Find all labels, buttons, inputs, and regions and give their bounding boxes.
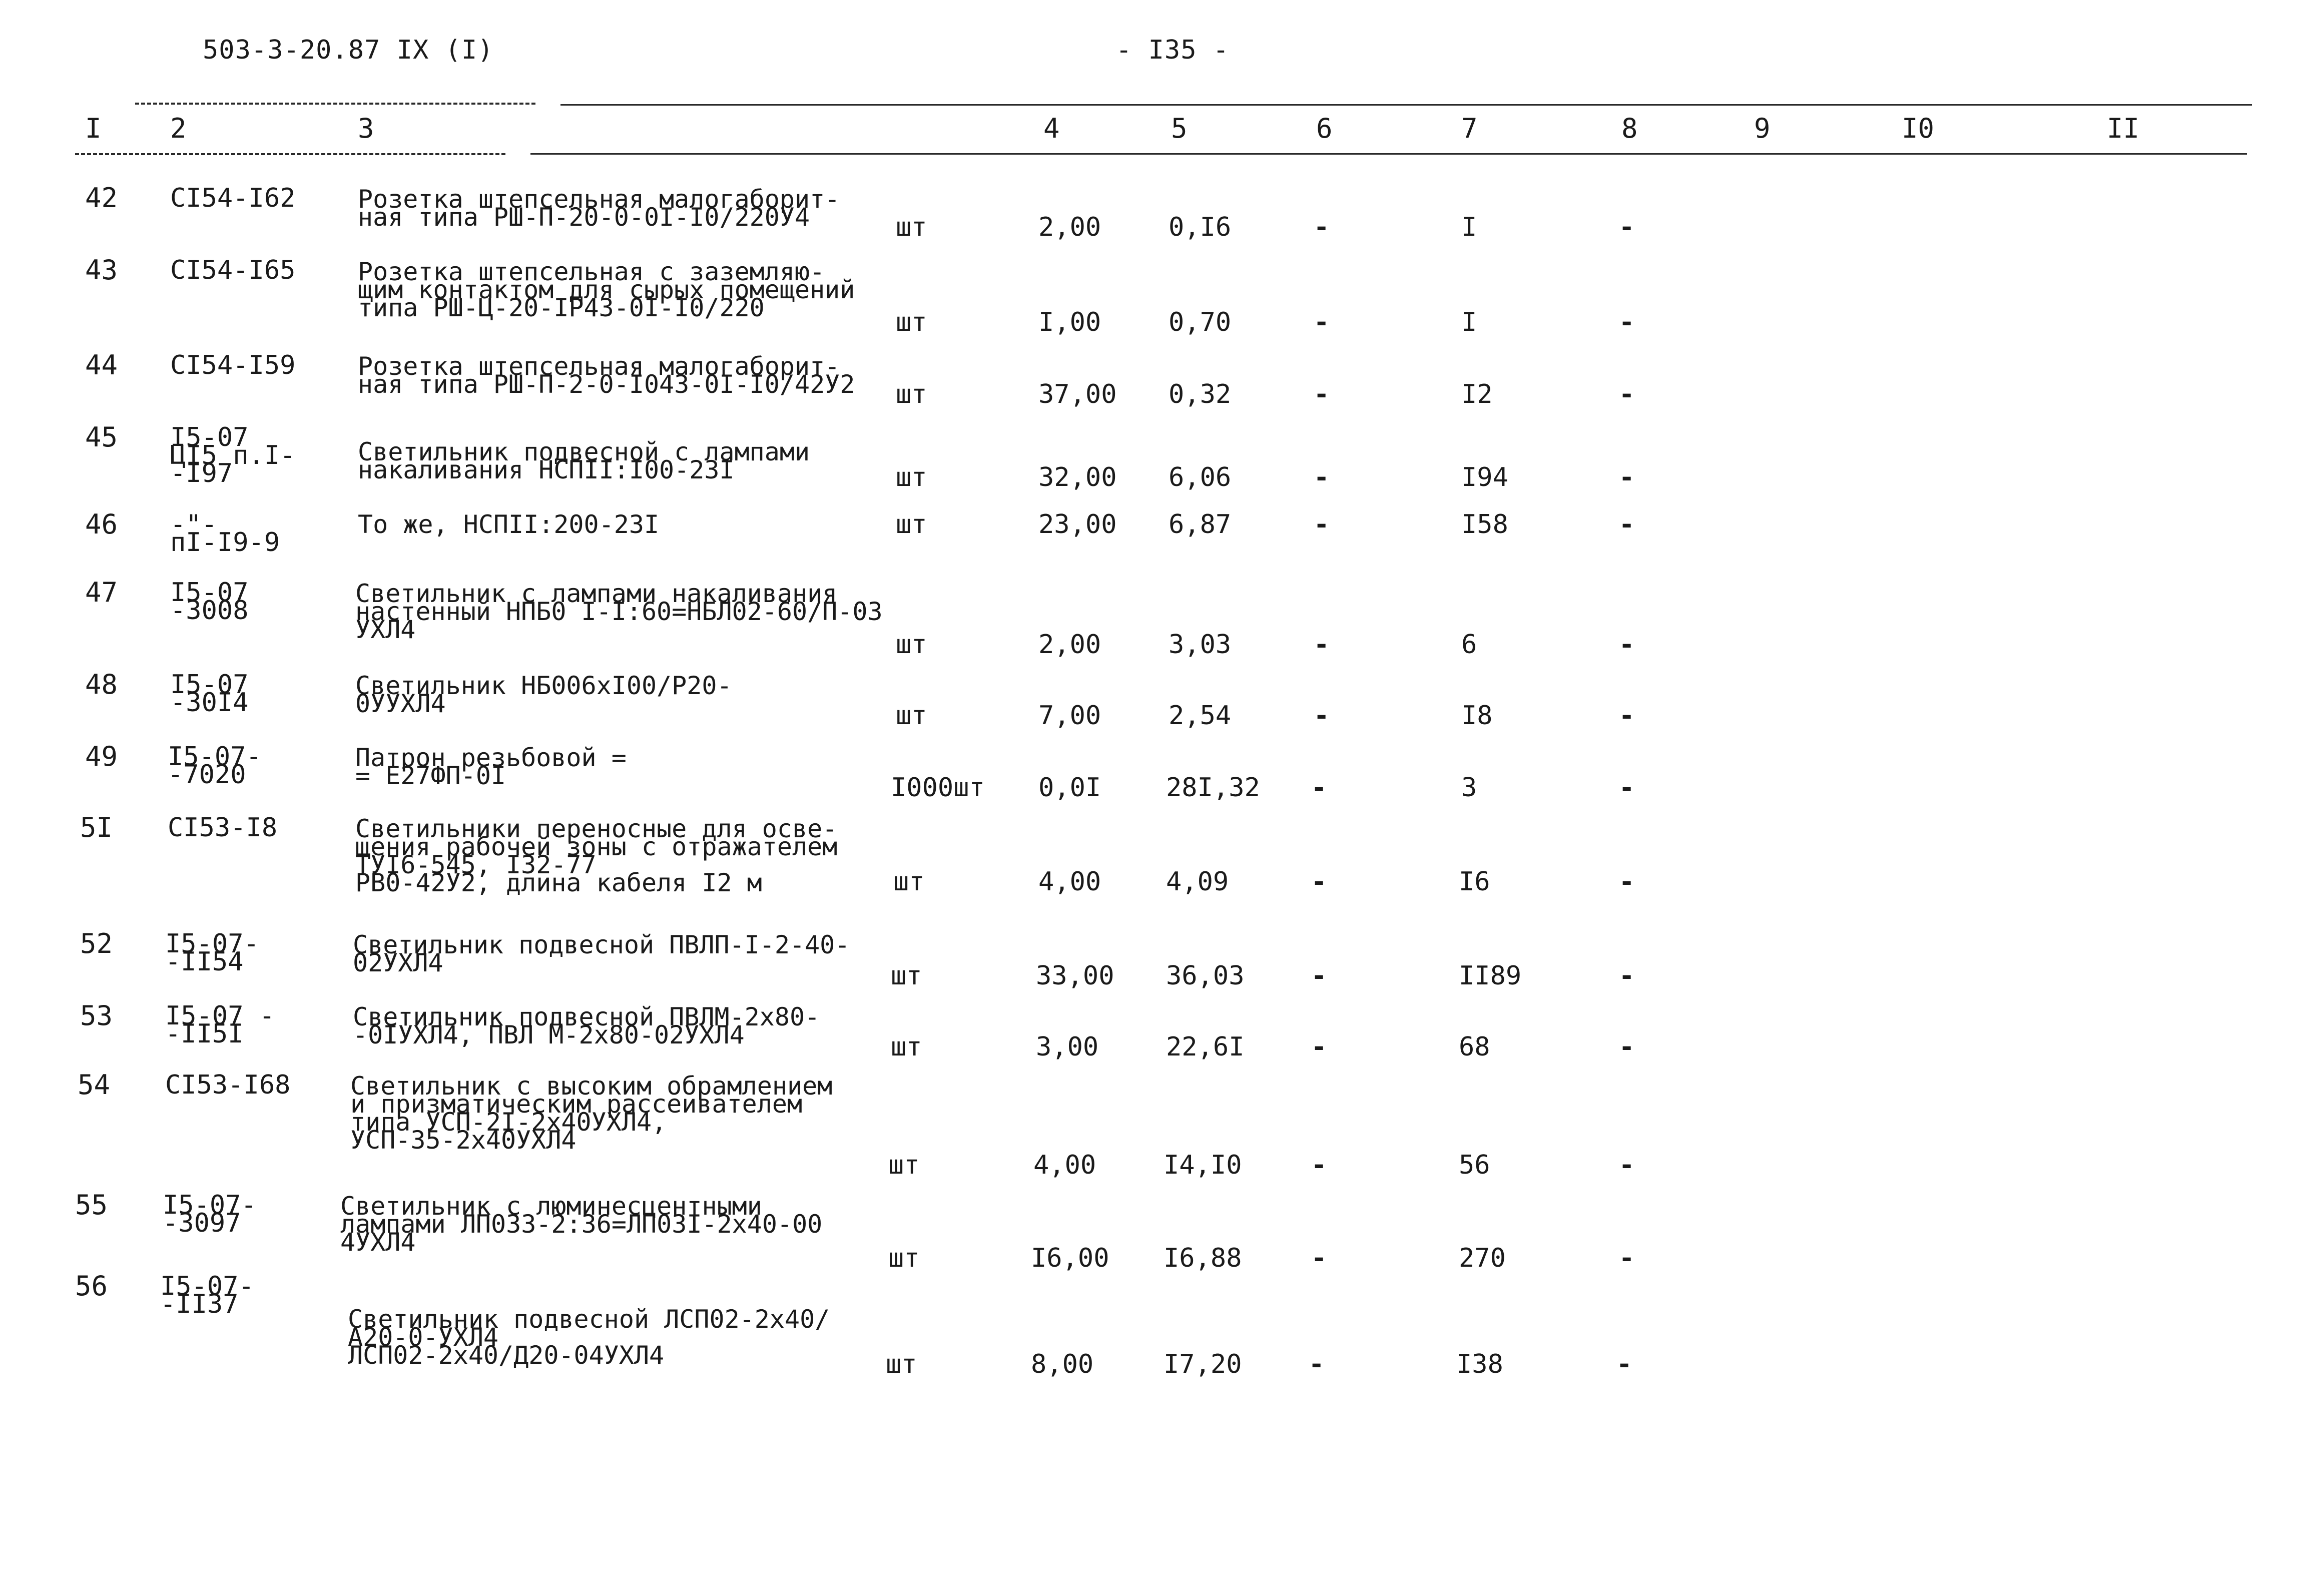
document-code: 503-3-20.87 IX (I): [203, 35, 494, 65]
row-col6: -: [1311, 1243, 1327, 1273]
row-col6: -: [1311, 773, 1327, 803]
column-header-8: 8: [1621, 113, 1638, 144]
row-number: 43: [85, 254, 118, 286]
row-number: 47: [85, 577, 118, 608]
row-col8: -: [1619, 630, 1635, 660]
row-col5: 6,06: [1169, 462, 1232, 492]
row-description: Розетка штепсельная малогаборит- ная типа РШ-П-2-0-I043-0I-I0/42У2: [358, 352, 855, 399]
row-description: Светильник подвесной с лампами накаливания НСПII:I00-23I: [358, 437, 810, 484]
row-code: CI54-I62: [170, 183, 296, 213]
column-header-3: 3: [358, 113, 374, 144]
row-col8: -: [1619, 462, 1635, 492]
row-col7: I2: [1461, 379, 1493, 409]
row-number: 45: [85, 421, 118, 453]
row-col8: -: [1619, 773, 1635, 803]
row-col5: I6,88: [1164, 1243, 1242, 1273]
row-col4: 0,0I: [1038, 773, 1101, 803]
row-col7: 270: [1459, 1243, 1506, 1273]
row-description: Светильник подвесной ПВЛМ-2х80- -0IУХЛ4, ПВЛ М-2х80-02УХЛ4: [353, 1002, 820, 1049]
row-col7: II89: [1459, 961, 1522, 991]
row-code: I5-07- -3097: [163, 1190, 257, 1238]
row-description: Светильник с люминесцентными лампами ЛП033-2:36=ЛП03I-2х40-00 4УХЛ4: [340, 1192, 823, 1257]
row-code: I5-07- -II54: [165, 929, 259, 977]
column-header-1: I: [85, 113, 102, 144]
row-code: CI54-I59: [170, 350, 296, 380]
row-col4: 4,00: [1038, 867, 1101, 897]
row-col5: 0,32: [1169, 379, 1232, 409]
row-unit: шт: [888, 1243, 920, 1273]
row-unit: шт: [891, 961, 922, 991]
row-col7: I6: [1459, 867, 1490, 897]
row-col6: -: [1311, 1032, 1327, 1062]
column-header-11: II: [2107, 113, 2140, 144]
row-code: I5-07 ЦI5 п.I- -I97: [170, 422, 296, 488]
row-description: То же, НСПII:200-23I: [358, 510, 660, 539]
column-header-5: 5: [1171, 113, 1188, 144]
row-number: 5I: [80, 812, 113, 843]
row-col6: -: [1314, 462, 1330, 492]
row-col5: 0,I6: [1169, 212, 1232, 242]
row-col7: 56: [1459, 1150, 1490, 1180]
row-unit: шт: [893, 867, 925, 897]
row-col6: -: [1314, 509, 1330, 540]
row-code: I5-07- -7020: [168, 742, 262, 790]
row-col8: -: [1619, 867, 1635, 897]
row-col4: 37,00: [1038, 379, 1117, 409]
row-number: 48: [85, 669, 118, 700]
row-unit: шт: [896, 630, 927, 660]
page-number: - I35 -: [1116, 35, 1230, 65]
row-col8: -: [1619, 1150, 1635, 1180]
row-unit: шт: [896, 379, 927, 409]
row-col4: 32,00: [1038, 462, 1117, 492]
row-col6: -: [1311, 1150, 1327, 1180]
row-number: 52: [80, 928, 113, 959]
header-rule-top-left: [135, 103, 535, 105]
column-header-6: 6: [1316, 113, 1333, 144]
row-col7: 68: [1459, 1032, 1490, 1062]
header-rule-bottom-right: [530, 153, 2247, 155]
row-description: Светильник подвесной ЛСП02-2х40/ А20-0-УХЛ4 ЛСП02-2х40/Д20-04УХЛ4: [348, 1305, 830, 1370]
row-col6: -: [1311, 961, 1327, 991]
row-col7: I94: [1461, 462, 1508, 492]
row-col5: 36,03: [1166, 961, 1245, 991]
row-description: Розетка штепсельная малогаборит- ная типа РШ-П-20-0-0I-I0/220У4: [358, 185, 840, 232]
row-col4: 4,00: [1033, 1150, 1096, 1180]
column-header-10: I0: [1902, 113, 1935, 144]
row-col4: I6,00: [1031, 1243, 1109, 1273]
row-unit: шт: [896, 462, 927, 492]
row-code: CI53-I8: [168, 813, 278, 843]
row-description: Светильники переносные для осве- щения рабочей зоны с отражателем ТУI6-545, I32-77 РВ0-42У2, длина кабеля I2 м: [355, 814, 838, 897]
row-code: I5-07- -II37: [160, 1271, 254, 1319]
row-col4: 7,00: [1038, 701, 1101, 731]
row-number: 46: [85, 508, 118, 540]
row-description: Светильник с высоким обрамлением и призматическим рассеивателем типа УСП-2I-2х40УХЛ4, УСП-35-2х40УХЛ4: [350, 1072, 833, 1155]
row-col6: -: [1314, 379, 1330, 409]
row-col7: I8: [1461, 701, 1493, 731]
row-unit: шт: [888, 1150, 920, 1180]
row-col5: 6,87: [1169, 509, 1232, 540]
row-number: 54: [78, 1069, 111, 1101]
row-col8: -: [1619, 1243, 1635, 1273]
row-col5: 2,54: [1169, 701, 1232, 731]
row-unit: шт: [891, 1032, 922, 1062]
row-col4: I,00: [1038, 307, 1101, 337]
row-col8: -: [1616, 1349, 1632, 1379]
row-col6: -: [1314, 630, 1330, 660]
row-number: 49: [85, 741, 118, 772]
row-description: Патрон резьбовой = = Е27ФП-0I: [355, 743, 627, 790]
row-col6: -: [1314, 212, 1330, 242]
row-col7: 3: [1461, 773, 1477, 803]
row-col4: 33,00: [1036, 961, 1114, 991]
row-unit: шт: [886, 1349, 917, 1379]
row-col5: 0,70: [1169, 307, 1232, 337]
row-description: Светильник с лампами накаливания настенный НПБ0 I-I:60=НБЛ02-60/П-03 УХЛ4: [355, 579, 883, 644]
row-col6: -: [1314, 307, 1330, 337]
row-col8: -: [1619, 961, 1635, 991]
row-col4: 8,00: [1031, 1349, 1094, 1379]
row-col7: I58: [1461, 509, 1508, 540]
row-col7: 6: [1461, 630, 1477, 660]
row-number: 42: [85, 182, 118, 214]
row-number: 53: [80, 1000, 113, 1031]
row-col4: 2,00: [1038, 630, 1101, 660]
row-col6: -: [1311, 867, 1327, 897]
row-number: 56: [75, 1270, 108, 1302]
row-col6: -: [1314, 701, 1330, 731]
row-number: 55: [75, 1189, 108, 1221]
column-header-2: 2: [170, 113, 187, 144]
column-header-4: 4: [1043, 113, 1060, 144]
row-col7: I: [1461, 212, 1477, 242]
row-code: I5-07 -30I4: [170, 670, 249, 718]
row-col4: 23,00: [1038, 509, 1117, 540]
row-col8: -: [1619, 509, 1635, 540]
row-code: I5-07 -3008: [170, 578, 249, 626]
row-col8: -: [1619, 701, 1635, 731]
row-col5: I7,20: [1164, 1349, 1242, 1379]
column-header-9: 9: [1754, 113, 1771, 144]
row-unit: шт: [896, 509, 927, 540]
column-header-7: 7: [1461, 113, 1478, 144]
row-description: Светильник НБ006хI00/Р20- 0УУХЛ4: [355, 671, 732, 718]
header-rule-top-right: [560, 104, 2252, 106]
row-col6: -: [1309, 1349, 1325, 1379]
row-code: -"- пI-I9-9: [170, 509, 280, 558]
row-col5: I4,I0: [1164, 1150, 1242, 1180]
row-col8: -: [1619, 1032, 1635, 1062]
row-code: I5-07 - -II5I: [165, 1001, 275, 1049]
row-col5: 22,6I: [1166, 1032, 1245, 1062]
header-rule-bottom-left: [75, 153, 505, 155]
row-col8: -: [1619, 212, 1635, 242]
row-code: CI53-I68: [165, 1070, 291, 1100]
row-col4: 3,00: [1036, 1032, 1099, 1062]
row-col8: -: [1619, 307, 1635, 337]
row-col8: -: [1619, 379, 1635, 409]
row-number: 44: [85, 349, 118, 381]
row-col4: 2,00: [1038, 212, 1101, 242]
row-col5: 3,03: [1169, 630, 1232, 660]
row-code: CI54-I65: [170, 255, 296, 285]
row-col5: 4,09: [1166, 867, 1229, 897]
row-unit: шт: [896, 212, 927, 242]
row-col7: I38: [1456, 1349, 1503, 1379]
row-unit: I000шт: [891, 773, 985, 803]
row-unit: шт: [896, 307, 927, 337]
row-col7: I: [1461, 307, 1477, 337]
row-description: Розетка штепсельная с заземляю- щим контактом для сырых помещений типа РШ-Ц-20-IР43-0I-I0/220: [358, 257, 855, 322]
row-description: Светильник подвесной ПВЛП-I-2-40- 02УХЛ4: [353, 930, 850, 977]
row-col5: 28I,32: [1166, 773, 1260, 803]
row-unit: шт: [896, 701, 927, 731]
